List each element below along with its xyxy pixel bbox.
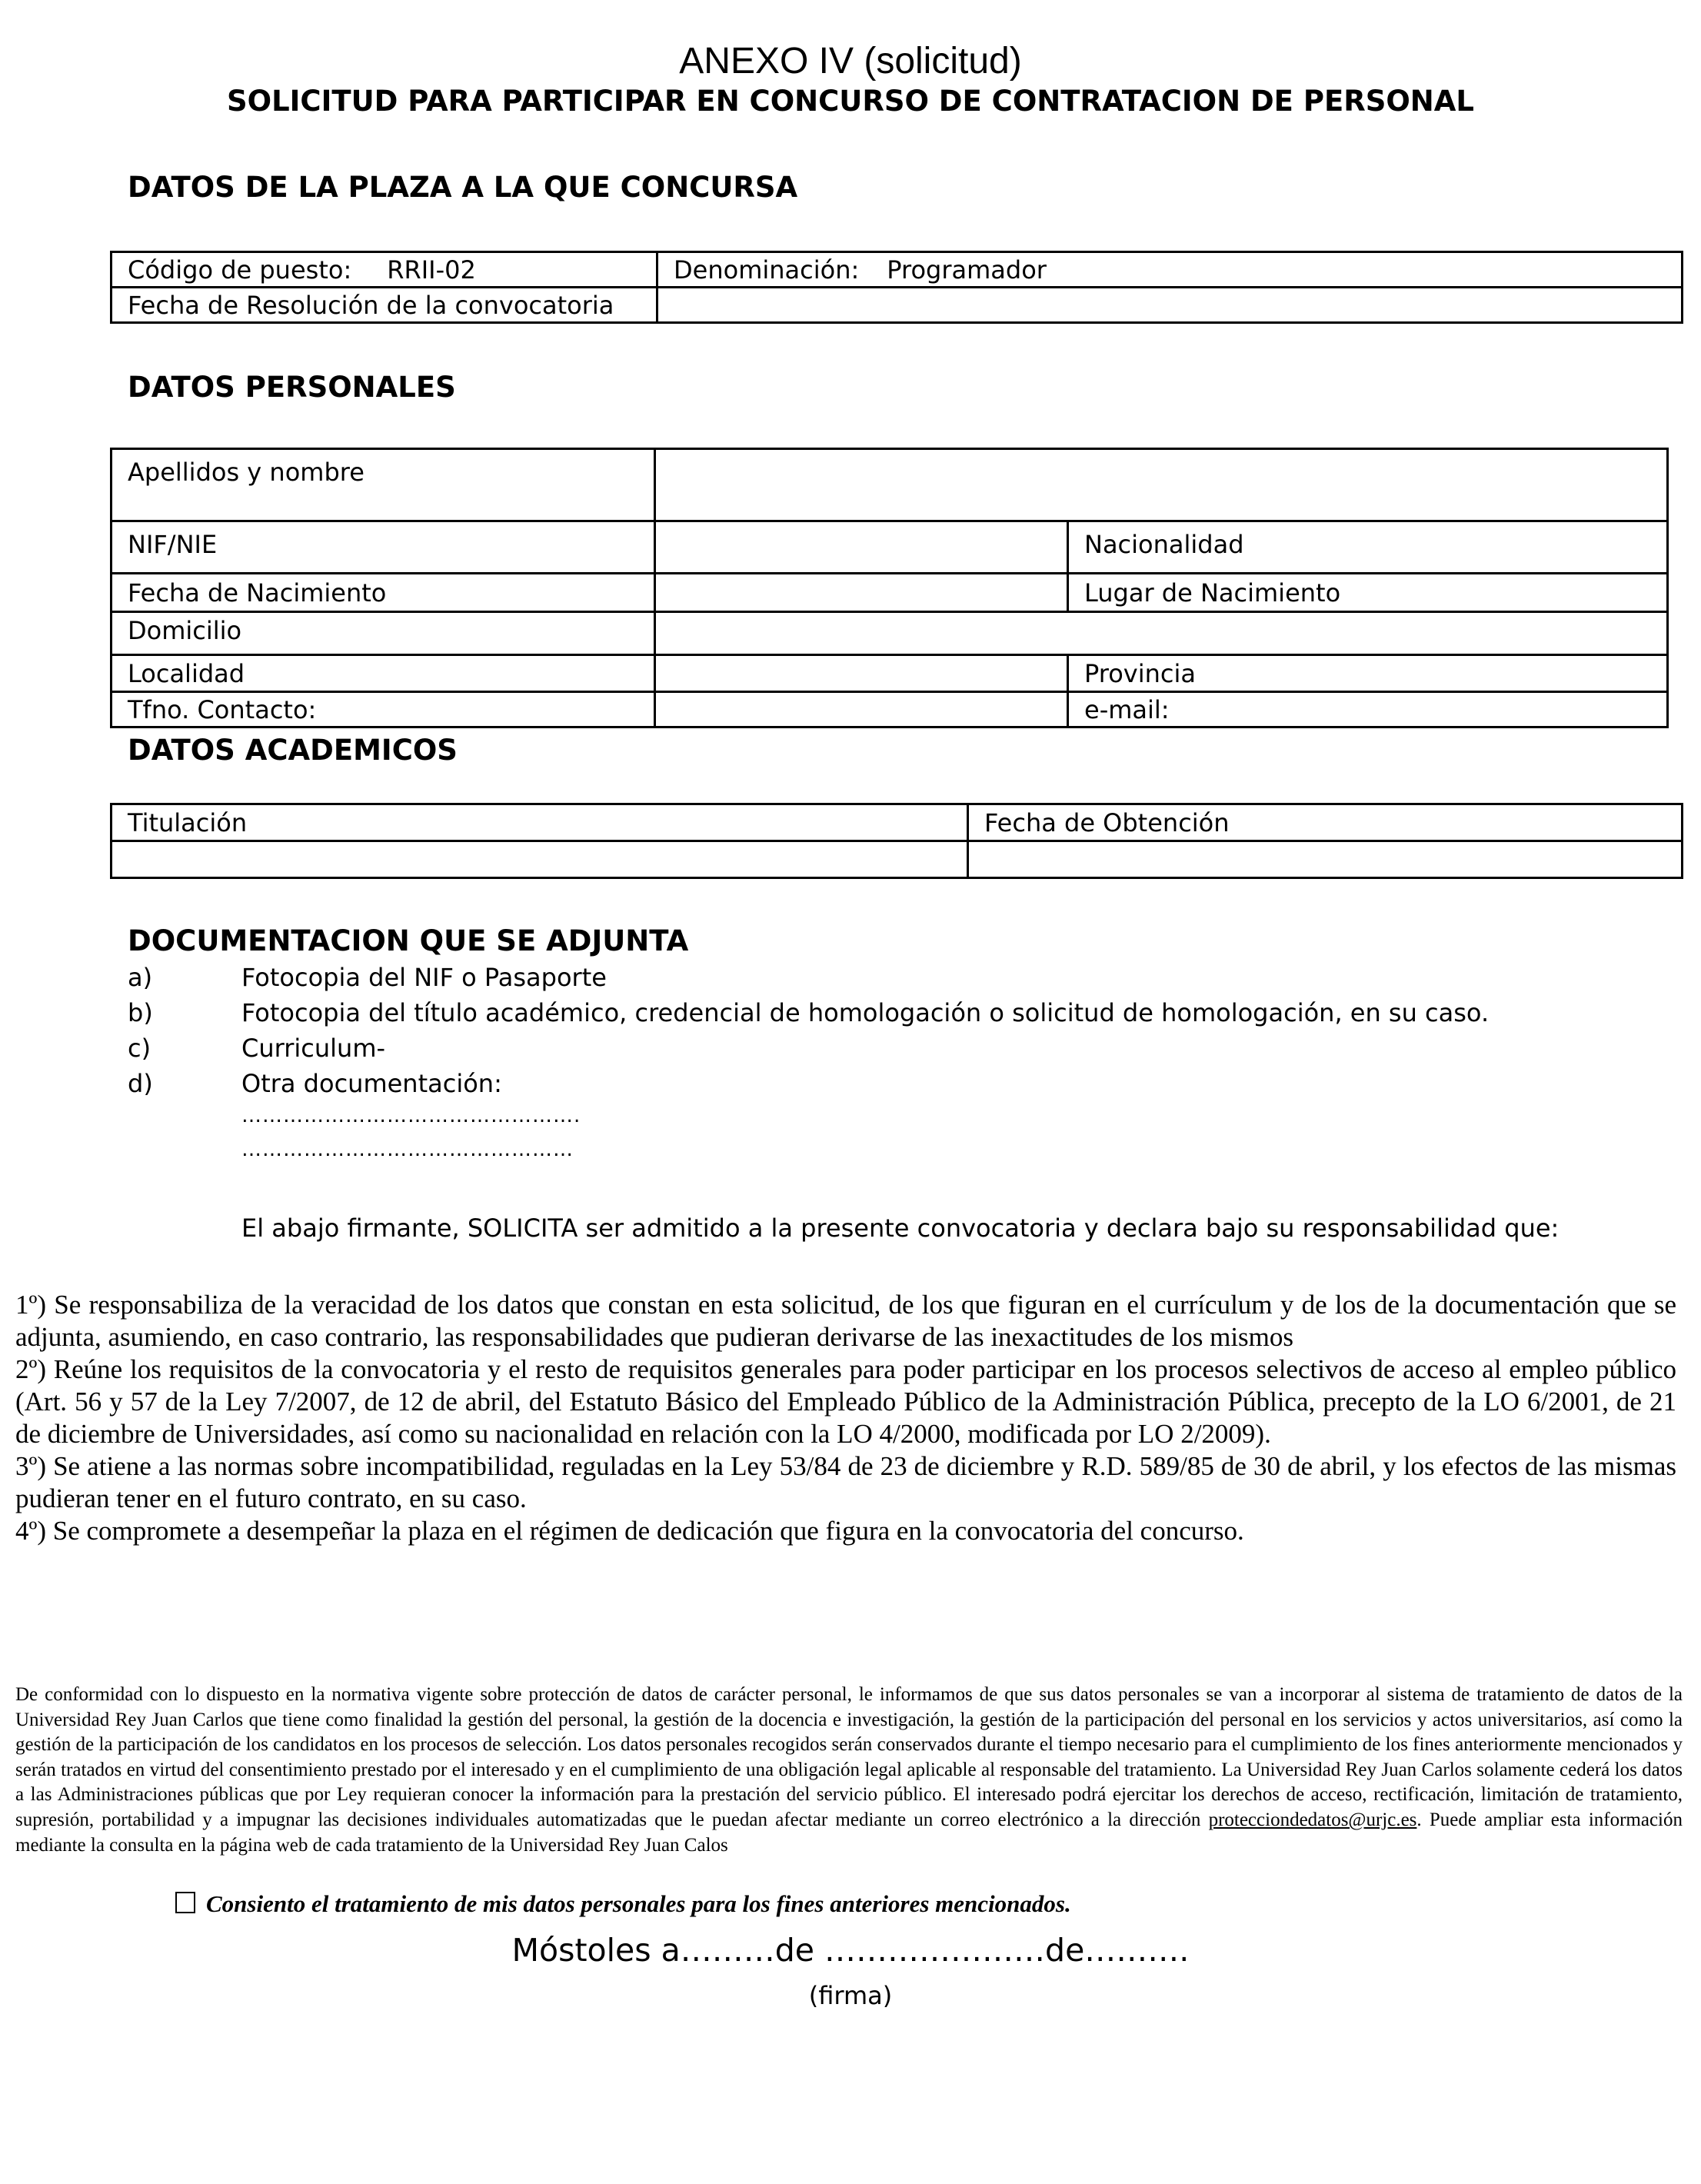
nacionalidad-label: Nacionalidad bbox=[1068, 521, 1668, 574]
declarations bbox=[15, 1289, 1676, 1547]
provincia-label: Provincia bbox=[1068, 655, 1668, 692]
section-heading-personales: DATOS PERSONALES bbox=[128, 371, 456, 404]
section-heading-documentacion: DOCUMENTACION QUE SE ADJUNTA bbox=[128, 924, 689, 957]
doc-item-text: Fotocopia del NIF o Pasaporte bbox=[241, 963, 607, 992]
doc-item-letter: b) bbox=[128, 998, 153, 1027]
doc-item-letter: c) bbox=[128, 1034, 151, 1063]
lugar-nacimiento-label: Lugar de Nacimiento bbox=[1068, 574, 1668, 612]
nif-label: NIF/NIE bbox=[112, 521, 655, 574]
declaration-1: 1º) Se responsabiliza de la veracidad de los datos que constan en esta solicitud, de los que figuran en el currículum y de los de la documentación que se adjunta, asumiendo, en caso contrario, las responsabilidades que pudieran derivarse de las inexactitudes de los mismos bbox=[15, 1290, 1676, 1352]
doc-item-c bbox=[128, 1034, 385, 1063]
denominacion-value: Programador bbox=[887, 255, 1047, 285]
consent-row bbox=[175, 1890, 1071, 1918]
codigo-puesto-cell bbox=[112, 252, 657, 288]
privacy-text: De conformidad con lo dispuesto en la normativa vigente sobre protección de datos de carácter personal, le informamos de que sus datos personales se van a incorporar al sistema de tratamiento de datos de la Universidad Rey Juan Carlos que tiene como finalidad la gestión del personal, la gestión de la docencia e investigación, la gestión de la participación del personal en los servicios y actos universitarios, así como la gestión de la participación de los candidatos en los procesos de selección. Los datos personales recogidos serán conservados durante el tiempo necesario para el cumplimiento de los fines anteriormente mencionados y serán tratados en virtud del consentimiento prestado por el interesado y en el cumplimiento de una obligación legal aplicable al responsable del tratamiento. La Universidad Rey Juan Carlos solamente cederá los datos a las Administraciones públicas que por Ley requieran conocer la información para la prestación del servicio público. El interesado podrá ejercitar los derechos de acceso, rectificación, limitación de tratamiento, supresión, portabilidad y a impugnar las decisiones individuales automatizadas que le puedan afectar mediante un correo electrónico a la dirección bbox=[15, 1684, 1683, 1830]
nif-field[interactable] bbox=[655, 521, 1068, 574]
localidad-label: Localidad bbox=[112, 655, 655, 692]
fecha-obtencion-field[interactable] bbox=[968, 841, 1683, 878]
doc-item-text: Otra documentación: bbox=[241, 1069, 502, 1098]
privacy-notice bbox=[15, 1683, 1683, 1858]
titulacion-label: Titulación bbox=[112, 804, 968, 841]
place-date-line[interactable]: Móstoles a………de …………………de………. bbox=[511, 1932, 1190, 1969]
signature-label: (firma) bbox=[808, 1981, 893, 2010]
fecha-resolucion-field[interactable] bbox=[657, 288, 1683, 323]
fecha-resolucion-label: Fecha de Resolución de la convocatoria bbox=[112, 288, 657, 323]
doc-item-d bbox=[128, 1069, 502, 1098]
solicita-statement: El abajo firmante, SOLICITA ser admitido a la presente convocatoria y declara bajo su responsabilidad que: bbox=[241, 1214, 1560, 1243]
academicos-table bbox=[110, 803, 1683, 879]
personales-table bbox=[110, 448, 1669, 728]
denominacion-cell bbox=[657, 252, 1683, 288]
domicilio-field[interactable] bbox=[655, 612, 1668, 655]
declaration-2: 2º) Reúne los requisitos de la convocatoria y el resto de requisitos generales para poder participar en los procesos selectivos de acceso al empleo público (Art. 56 y 57 de la Ley 7/2007, de 12 de abril, del Estatuto Básico del Empleado Público de la Administración Pública, precepto de la LO 6/2001, de 21 de diciembre de Universidades, así como su nacionalidad en relación con la LO 4/2000, modificada por LO 2/2009). bbox=[15, 1354, 1676, 1449]
plaza-table bbox=[110, 251, 1683, 324]
section-heading-academicos: DATOS ACADEMICOS bbox=[128, 734, 458, 767]
apellidos-field[interactable] bbox=[655, 449, 1668, 521]
doc-item-text: Fotocopia del título académico, credencial de homologación o solicitud de homologación, en su caso. bbox=[241, 998, 1490, 1027]
fecha-obtencion-label: Fecha de Obtención bbox=[968, 804, 1683, 841]
codigo-puesto-value: RRII-02 bbox=[387, 255, 476, 285]
consent-label: Consiento el tratamiento de mis datos personales para los fines anteriores mencionados. bbox=[206, 1890, 1071, 1917]
doc-item-a bbox=[128, 963, 607, 992]
localidad-field[interactable] bbox=[655, 655, 1068, 692]
apellidos-label: Apellidos y nombre bbox=[112, 449, 655, 521]
doc-item-letter: d) bbox=[128, 1069, 153, 1098]
privacy-email-link[interactable]: protecciondedatos@urjc.es bbox=[1208, 1809, 1417, 1830]
declaration-4: 4º) Se compromete a desempeñar la plaza en el régimen de dedicación que figura en la convocatoria del concurso. bbox=[15, 1516, 1244, 1546]
doc-item-letter: a) bbox=[128, 963, 153, 992]
domicilio-label: Domicilio bbox=[112, 612, 655, 655]
doc-item-text: Curriculum- bbox=[241, 1034, 386, 1063]
doc-item-b bbox=[128, 998, 1489, 1027]
telefono-field[interactable] bbox=[655, 692, 1068, 727]
other-doc-line-1[interactable]: …………………………………………. bbox=[241, 1104, 581, 1127]
consent-checkbox[interactable] bbox=[175, 1892, 195, 1913]
telefono-label: Tfno. Contacto: bbox=[112, 692, 655, 727]
privacy-text-after: . Puede ampliar esta información mediante la consulta en la página web de cada tratamiento de la Universidad Rey Juan Calos bbox=[15, 1809, 1683, 1856]
fecha-nacimiento-field[interactable] bbox=[655, 574, 1068, 612]
form-title: SOLICITUD PARA PARTICIPAR EN CONCURSO DE CONTRATACION DE PERSONAL bbox=[226, 85, 1474, 118]
denominacion-label: Denominación: bbox=[674, 255, 860, 285]
declaration-3: 3º) Se atiene a las normas sobre incompatibilidad, reguladas en la Ley 53/84 de 23 de diciembre y R.D. 589/85 de 30 de abril, y los efectos de las mismas pudieran tener en el futuro contrato, en su caso. bbox=[15, 1451, 1676, 1513]
codigo-puesto-label: Código de puesto: bbox=[128, 255, 352, 285]
other-doc-line-2[interactable]: ………………………………………… bbox=[241, 1138, 574, 1161]
annex-title: ANEXO IV (solicitud) bbox=[679, 41, 1022, 82]
email-label: e-mail: bbox=[1068, 692, 1668, 727]
fecha-nacimiento-label: Fecha de Nacimiento bbox=[112, 574, 655, 612]
section-heading-plaza: DATOS DE LA PLAZA A LA QUE CONCURSA bbox=[128, 171, 798, 204]
titulacion-field[interactable] bbox=[112, 841, 968, 878]
